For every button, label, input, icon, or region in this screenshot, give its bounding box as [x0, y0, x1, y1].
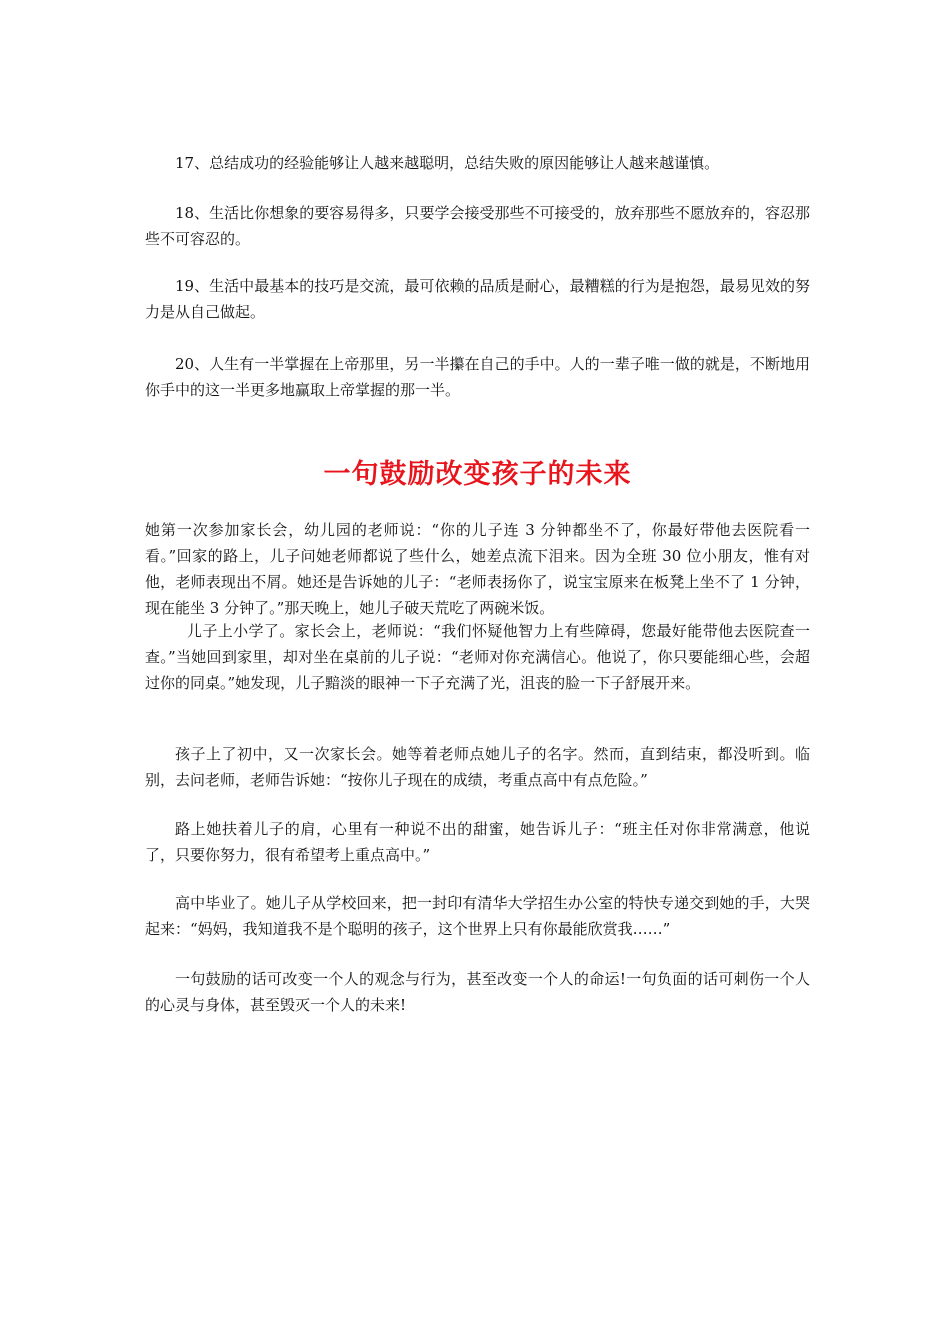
article-paragraph-2: 儿子上小学了。家长会上，老师说：“我们怀疑他智力上有些障碍，您最好能带他去医院查一查。”当她回到家里，却对坐在桌前的儿子说：“老师对你充满信心。他说了，你只要能细心些，会超过你的同桌。”她发现，儿子黯淡的眼神一下子充满了光，沮丧的脸一下子舒展开来。 [145, 622, 810, 692]
article-paragraph-1: 她第一次参加家长会，幼儿园的老师说：“你的儿子连 3 分钟都坐不了，你最好带他去医院看一看。”回家的路上，儿子问她老师都说了些什么，她差点流下泪来。因为全班 30 位小朋友，惟有对他，老师表现出不屑。她还是告诉她的儿子：“老师表扬你了，说宝宝原来在板凳上坐不了 1 分钟，现在能坐 3 分钟了。”那天晚上，她儿子破天荒吃了两碗米饭。 [145, 521, 810, 617]
article-paragraph-3: 孩子上了初中，又一次家长会。她等着老师点她儿子的名字。然而，直到结束，都没听到。临别，去问老师，老师告诉她：“按你儿子现在的成绩，考重点高中有点危险。” [145, 745, 810, 789]
list-item-20: 20、人生有一半掌握在上帝那里，另一半攥在自己的手中。人的一辈子唯一做的就是，不断地用你手中的这一半更多地赢取上帝掌握的那一半。 [145, 355, 810, 399]
article-title: 一句鼓励改变孩子的未来 [323, 459, 632, 490]
list-item-17: 17、总结成功的经验能够让人越来越聪明，总结失败的原因能够让人越来越谨慎。 [175, 154, 720, 172]
article-paragraph-5: 高中毕业了。她儿子从学校回来，把一封印有清华大学招生办公室的特快专递交到她的手，大哭起来：“妈妈，我知道我不是个聪明的孩子，这个世界上只有你最能欣赏我……” [145, 894, 810, 938]
list-item-18: 18、生活比你想象的要容易得多，只要学会接受那些不可接受的，放弃那些不愿放弃的，容忍那些不可容忍的。 [145, 204, 810, 248]
list-item-19: 19、生活中最基本的技巧是交流，最可依赖的品质是耐心，最糟糕的行为是抱怨，最易见效的努力是从自己做起。 [145, 277, 810, 321]
article-paragraph-6: 一句鼓励的话可改变一个人的观念与行为，甚至改变一个人的命运!一句负面的话可刺伤一个人的心灵与身体，甚至毁灭一个人的未来! [145, 970, 810, 1014]
article-paragraph-4: 路上她扶着儿子的肩，心里有一种说不出的甜蜜，她告诉儿子：“班主任对你非常满意，他说了，只要你努力，很有希望考上重点高中。” [145, 820, 810, 864]
